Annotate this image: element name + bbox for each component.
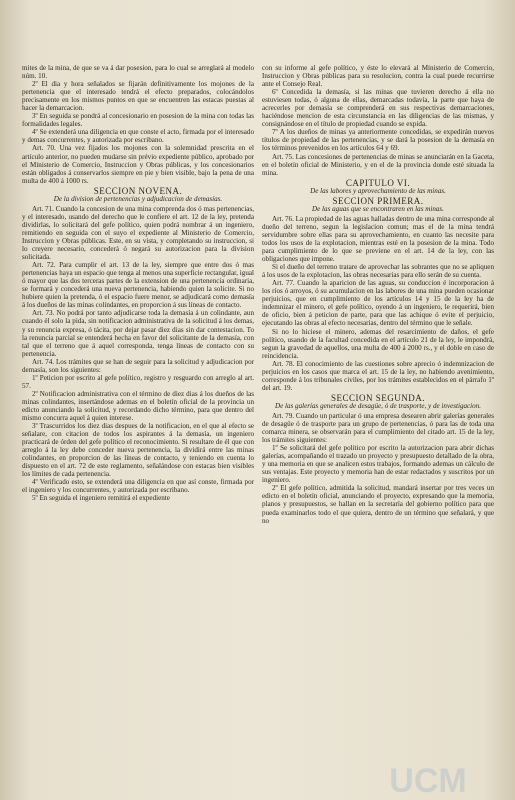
paragraph: 2º Notificacion administrativa con el término de diez dias á los dueños de las minas colindantes, insertándose ademas en el boletín oficial de la provincia un edicto anunciando la solicitud, y recordando dicho término, para que dentro del mismo concurra aquel á quien interese. [22,389,254,423]
paragraph: Art. 70. Una vez fijados los mojones con la solemnidad prescrita en el artículo anterior, no pueden mudarse sin prévio expediente público, aprobado por el Ministerio de Comercio, Instruccion y Obras públicas, y los concesionarios están obligados á conservarlos siempre en pie y bien visible, bajo la pena de una multa de 400 á 1000 rs. [22,144,254,185]
section-heading: CAPITULO VI. [345,177,411,188]
paragraph: 4º Verificado esto, se extenderá una diligencia en que así conste, firmada por el ingeniero y los concurrentes, y autorizada por escribano. [22,478,254,495]
section-subtitle: De las galerías generales de desagüe, ó de trasporte, y de investigacion. [274,401,482,410]
paragraph: Si no lo hiciese el minero, ademas del resarcimiento de daños, el gefe político, usando de la facultad concedida en el artículo 21 de la ley, le impondrá, segun la gravedad de aquellos, una multa de 400 á 2000 rs., y el doble en caso de reincidencia. [262,327,494,360]
section-heading: SECCION SEGUNDA. [330,392,425,403]
section-subtitle: De las aguas que se encontraren en las minas. [312,204,444,213]
library-stamp-mark [353,762,503,798]
paragraph: Art. 71. Cuando la concesion de una mina comprenda dos ó mas pertenencias, y el interesado, usando del derecho que le confiere el art. 12 de la ley, pretenda dividirlas, lo solicitará del gefe político, quien podrá nombrar á un ingeniero, remitiendo en seguida con el suyo el expediente al Ministerio de Comercio, Instruccion y Obras públicas. Este, en su vista, y completando su instruccion, si lo creyere necesario, concederá ó negará su autorizacion para la division solicitada. [22,204,254,262]
paragraph: Art. 73. No podrá por tanto adjudicarse toda la demasía á un colindante, aun cuando él solo la pida, sin notificacion administrativa de la solicitud á los demas, y su renuncia expresa, ó tácita, por dejar pasar diez dias sin dar contestacion. To la renuncia parcial se entenderá hecha en favor del solicitante de la demasía, con tal que el terreno que á aquel corresponda, tenga líneas de contacto con su pertenencia. [22,309,254,358]
section-heading: SECCION PRIMERA. [332,195,424,206]
paragraph: 2º El gefe político, admitida la solicitud, mandará insertar por tres veces un edicto en el boletín oficial, anunciando el proyecto, expresando que la memoria, planos y presupuestos, se hallan en la secretaría del gobierno político para que pueda examinarlos todo el que quiera, dentro de un término que señalará, y que no [262,484,494,525]
section-heading: SECCION NOVENA. [93,185,183,196]
paragraph: 1º Peticion por escrito al gefe político, registro y resguardo con arreglo al art. 57. [22,373,254,390]
paragraph: Art. 76. La propiedad de las aguas halladas dentro de una mina corresponde al dueño del terreno, segun la legislacion comun; mas el de la mina tendrá servidumbre sobre ellas para su aprovechamiento, en cuanto las necesite para todos los usos de la explotacion, mientras esté en la posesion de la mina. Todo para cumplimiento de lo que se previene en el art. 14 de la ley, con las obligaciones que impone. [262,214,494,264]
paragraph: 5º En seguida el ingeniero remitirá el expediente [32,494,170,503]
paragraph: 3º En seguida se pondrá al concesionario en posesion de la mina con todas las formalidades legales. [22,112,254,129]
svg-text:UCM: UCM [389,762,467,798]
paragraph: 2º El dia y hora señalados se fijarán definitivamente los mojones de la pertenencia que el interesado tendrá el efecto preparados, colocándolos precisamente en los mismos puntos en que se encuentren las estacas puestas al hacer la demarcacion. [22,80,254,113]
paragraph: Art. 77. Cuando la aparicion de las aguas, su conduccion é incorporacion á los ríos ó arroyos, ó su acumulacion en las labores de una mina pueden ocasionar perjuicios, que en cumplimiento de los artículos 14 y 15 de la ley ha de indemnizar el minero, el gefe político, oyendo á un ingeniero, le requerirá, bien de oficio, bien á peticion de parte, para que las achique ó evite el perjuicio, ejecutando las obras al efecto necesarias, dentro del término que le señale. [262,279,494,328]
paragraph: Si el dueño del terreno tratare de aprovechar las sobrantes que no se apliquen á los usos de la explotacion, las obras necesarias para ello serán de su cuenta. [262,263,494,280]
left-column [22,64,254,503]
paragraph: 4º Se extenderá una diligencia en que conste el acto, firmada por el interesado y demas concurrentes, y autorizada por escribano. [22,128,254,145]
paragraph: 7º A los dueños de minas ya anteriormente concedidas, se expedirán nuevos títulos de propiedad de las pertenencias, y se dará la posesion de la demasía en los términos prevenidos en los artículos 64 y 69. [262,128,494,153]
section-subtitle: De la division de pertenencias y adjudicacion de demasías. [53,194,223,203]
paragraph: Art. 79. Cuando un particular ó una empresa desearen abrir galerías generales de desagüe ó de trasporte para un grupo de pertenencias, ó para las de toda una comarca minera, se observarán para el cumplimiento del citado art. 15 de la ley, los trámites siguientes: [262,411,494,445]
paragraph: mites de la mina, de que se va á dar posesion, para lo cual se arreglará al modelo núm. 10. [22,64,254,81]
paragraph: 6º Concedida la demasía, si las minas que tuvieren derecho á ella no estuviesen todas, ó alguna de ellas, demarcadas todavía, la parte que haya de acrecerles por demasía se comprenderá en sus respectivas demarcaciones, haciéndose mencion de esta circunstancia en las diligencias de las mismas, y consignándose en el título de propiedad cuando se expida. [262,88,494,129]
right-column [262,64,494,525]
paragraph: Art. 72. Para cumplir el art. 13 de la ley, siempre que entre dos ó mas pertenencias haya un espacio que tenga al menos una superficie rectangular, igual ó mayor que las dos terceras partes de la extension de una pertenencia ordinaria, se formará y concederá una nueva pertenencia, habiendo quien la solicite. Si no hubiere quien la pretenda, ó el espacio fuere menor, se adjudicará como demasía á los dueños de las minas colindantes, en proporcion á sus líneas de contacto. [22,261,254,310]
section-subtitle: De las labores y aprovechamiento de las minas. [310,186,446,195]
paragraph: Art. 75. Las concesiones de pertenencias de minas se anunciarán en la Gaceta, en el boletín oficial de Ministerio, y en el de la provincia donde esté situada la mina. [262,152,494,177]
paragraph: 3º Trascurridos los diez dias despues de la notificacion, en el que al efecto se señalare, con citacion de todos los aspirantes á la demasía, un ingeniero practicará de órden del gefe político el reconocimiento. Si resultare de él que con arreglo á la ley debe conceder nueva pertenencia, la dividirá entre las minas colindantes, en proporcion de las líneas de contacto, y teniendo en cuenta lo dispuesto en el art. 72 de este reglamento, señalándose con estacas bien visibles los límites de cada pertenencia. [22,422,254,479]
paragraph: con su informe al gefe político, y éste lo elevará al Ministerio de Comercio, Instruccion y Obras públicas para su resolucion, contra la cual puede recurrirse ante el Consejo Real. [262,64,494,89]
paragraph: Art. 78. El conocimiento de las cuestiones sobre aprecio ó indemnizacion de perjuicios en los casos que marca el art. 15 de la ley, no habiendo avenimiento, corresponde á los tribunales civiles, por los trámites establecidos en el párrafo 1º del art. 19. [262,359,494,392]
paragraph: 1º Se solicitará del gefe político por escrito la autorizacion para abrir dichas galerías, acompañando el trazado un proyecto y presupuesto detallado de la obra, y una memoria en que se analicen estos trabajos, formando ademas un cálculo de sus ventajas. Este proyecto y memoria han de estar redactados y suscritos por un ingeniero. [262,444,494,485]
paragraph: Art. 74. Los trámites que se han de seguir para la solicitud y adjudicacion por demasía, son los siguientes: [22,357,254,374]
